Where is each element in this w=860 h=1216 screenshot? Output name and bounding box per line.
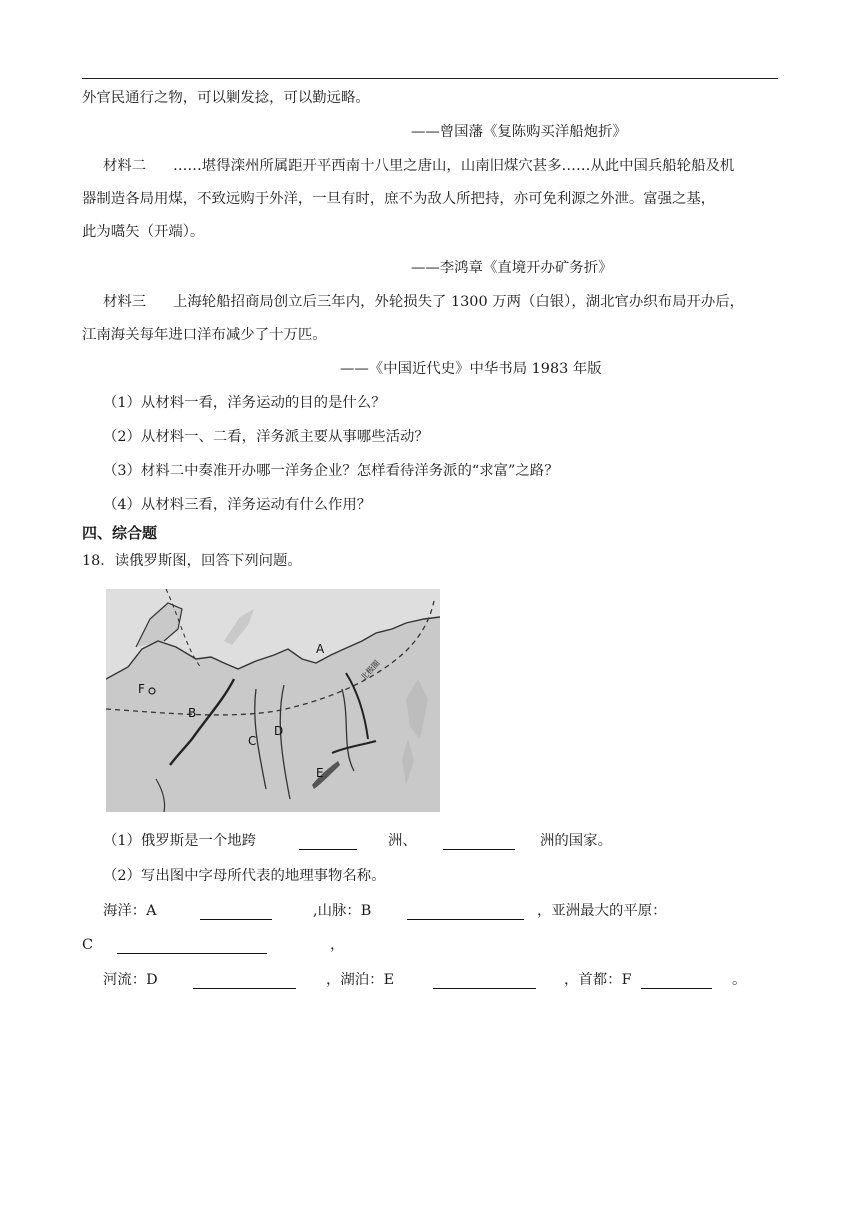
header-rule (82, 78, 778, 79)
q18-sub2: （2）写出图中字母所代表的地理事物名称。 (103, 868, 386, 884)
question-17-1: （1）从材料一看，洋务运动的目的是什么？ (103, 395, 386, 411)
material2-line3: 此为嚆矢（开端）。 (82, 224, 205, 240)
label-plain: ，亚洲最大的平原： (537, 903, 667, 919)
label-mountain-b: ,山脉：B (313, 903, 372, 919)
material2-line2: 器制造各局用煤，不致远购于外洋，一旦有时，庶不为敌人所把持，亦可免利源之外泄。富强之基， (82, 191, 716, 207)
question-17-3: （3）材料二中奏准开办哪一洋务企业？怎样看待洋务派的“求富”之路？ (103, 463, 559, 479)
russia-map (106, 589, 440, 812)
label-river-d: 河流：D (103, 972, 158, 988)
answer-blank-lake-e[interactable] (433, 988, 536, 989)
map-label-e: E (316, 766, 324, 780)
material2-line1: ……堪得滦州所属距开平西南十八里之唐山，山南旧煤穴甚多……从此中国兵船轮船及机 (173, 158, 735, 174)
question-18-stem: 18．读俄罗斯图，回答下列问题。 (82, 553, 302, 569)
answer-blank-ocean-a[interactable] (200, 919, 272, 920)
label-lake-e: ，湖泊：E (326, 972, 395, 988)
source-modern-history: ——《中国近代史》中华书局 1983 年版 (340, 361, 602, 377)
material3-label: 材料三 (103, 294, 147, 310)
source-zeng-guofan: ——曾国藩《复陈购买洋船炮折》 (411, 124, 627, 140)
question-17-2: （2）从材料一、二看，洋务派主要从事哪些活动？ (103, 429, 429, 445)
map-label-c: C (248, 734, 257, 748)
map-label-d: D (274, 724, 284, 738)
map-label-b: B (188, 706, 197, 720)
answer-blank-continent-1[interactable] (299, 849, 357, 850)
answer-blank-continent-2[interactable] (443, 849, 515, 850)
source-li-hongzhang: ——李鸿章《直境开办矿务折》 (411, 260, 613, 276)
answer-blank-river-d[interactable] (193, 988, 296, 989)
q18-sub1-mid: 洲、 (388, 833, 417, 849)
answer-blank-mountain-b[interactable] (407, 919, 524, 920)
label-capital-f: ，首都：F (564, 972, 632, 988)
answer-blank-capital-f[interactable] (641, 988, 712, 989)
material1-tail: 外官民通行之物，可以剿发捻，可以勤远略。 (82, 90, 370, 106)
answer-blank-plain-c[interactable] (117, 953, 267, 954)
label-ocean-a: 海洋：A (103, 903, 157, 919)
q18-sub1-prefix: （1）俄罗斯是一个地跨 (103, 833, 257, 849)
question-17-4: （4）从材料三看，洋务运动有什么作用？ (103, 497, 372, 513)
material3-line1: 上海轮船招商局创立后三年内，外轮损失了 1300 万两（白银），湖北官办织布局开办后， (173, 294, 745, 310)
material3-line2: 江南海关每年进口洋布减少了十万匹。 (82, 327, 327, 343)
material2-label: 材料二 (103, 158, 147, 174)
map-label-a: A (316, 642, 325, 656)
label-plain-c: C (82, 937, 94, 953)
label-comma: ， (330, 937, 345, 953)
map-label-arctic-circle: 北极圈 (358, 658, 382, 683)
map-label-f: F (138, 682, 145, 696)
section-title: 四、综合题 (82, 524, 158, 542)
q18-sub1-end: 洲的国家。 (540, 833, 612, 849)
label-period: 。 (732, 972, 747, 988)
